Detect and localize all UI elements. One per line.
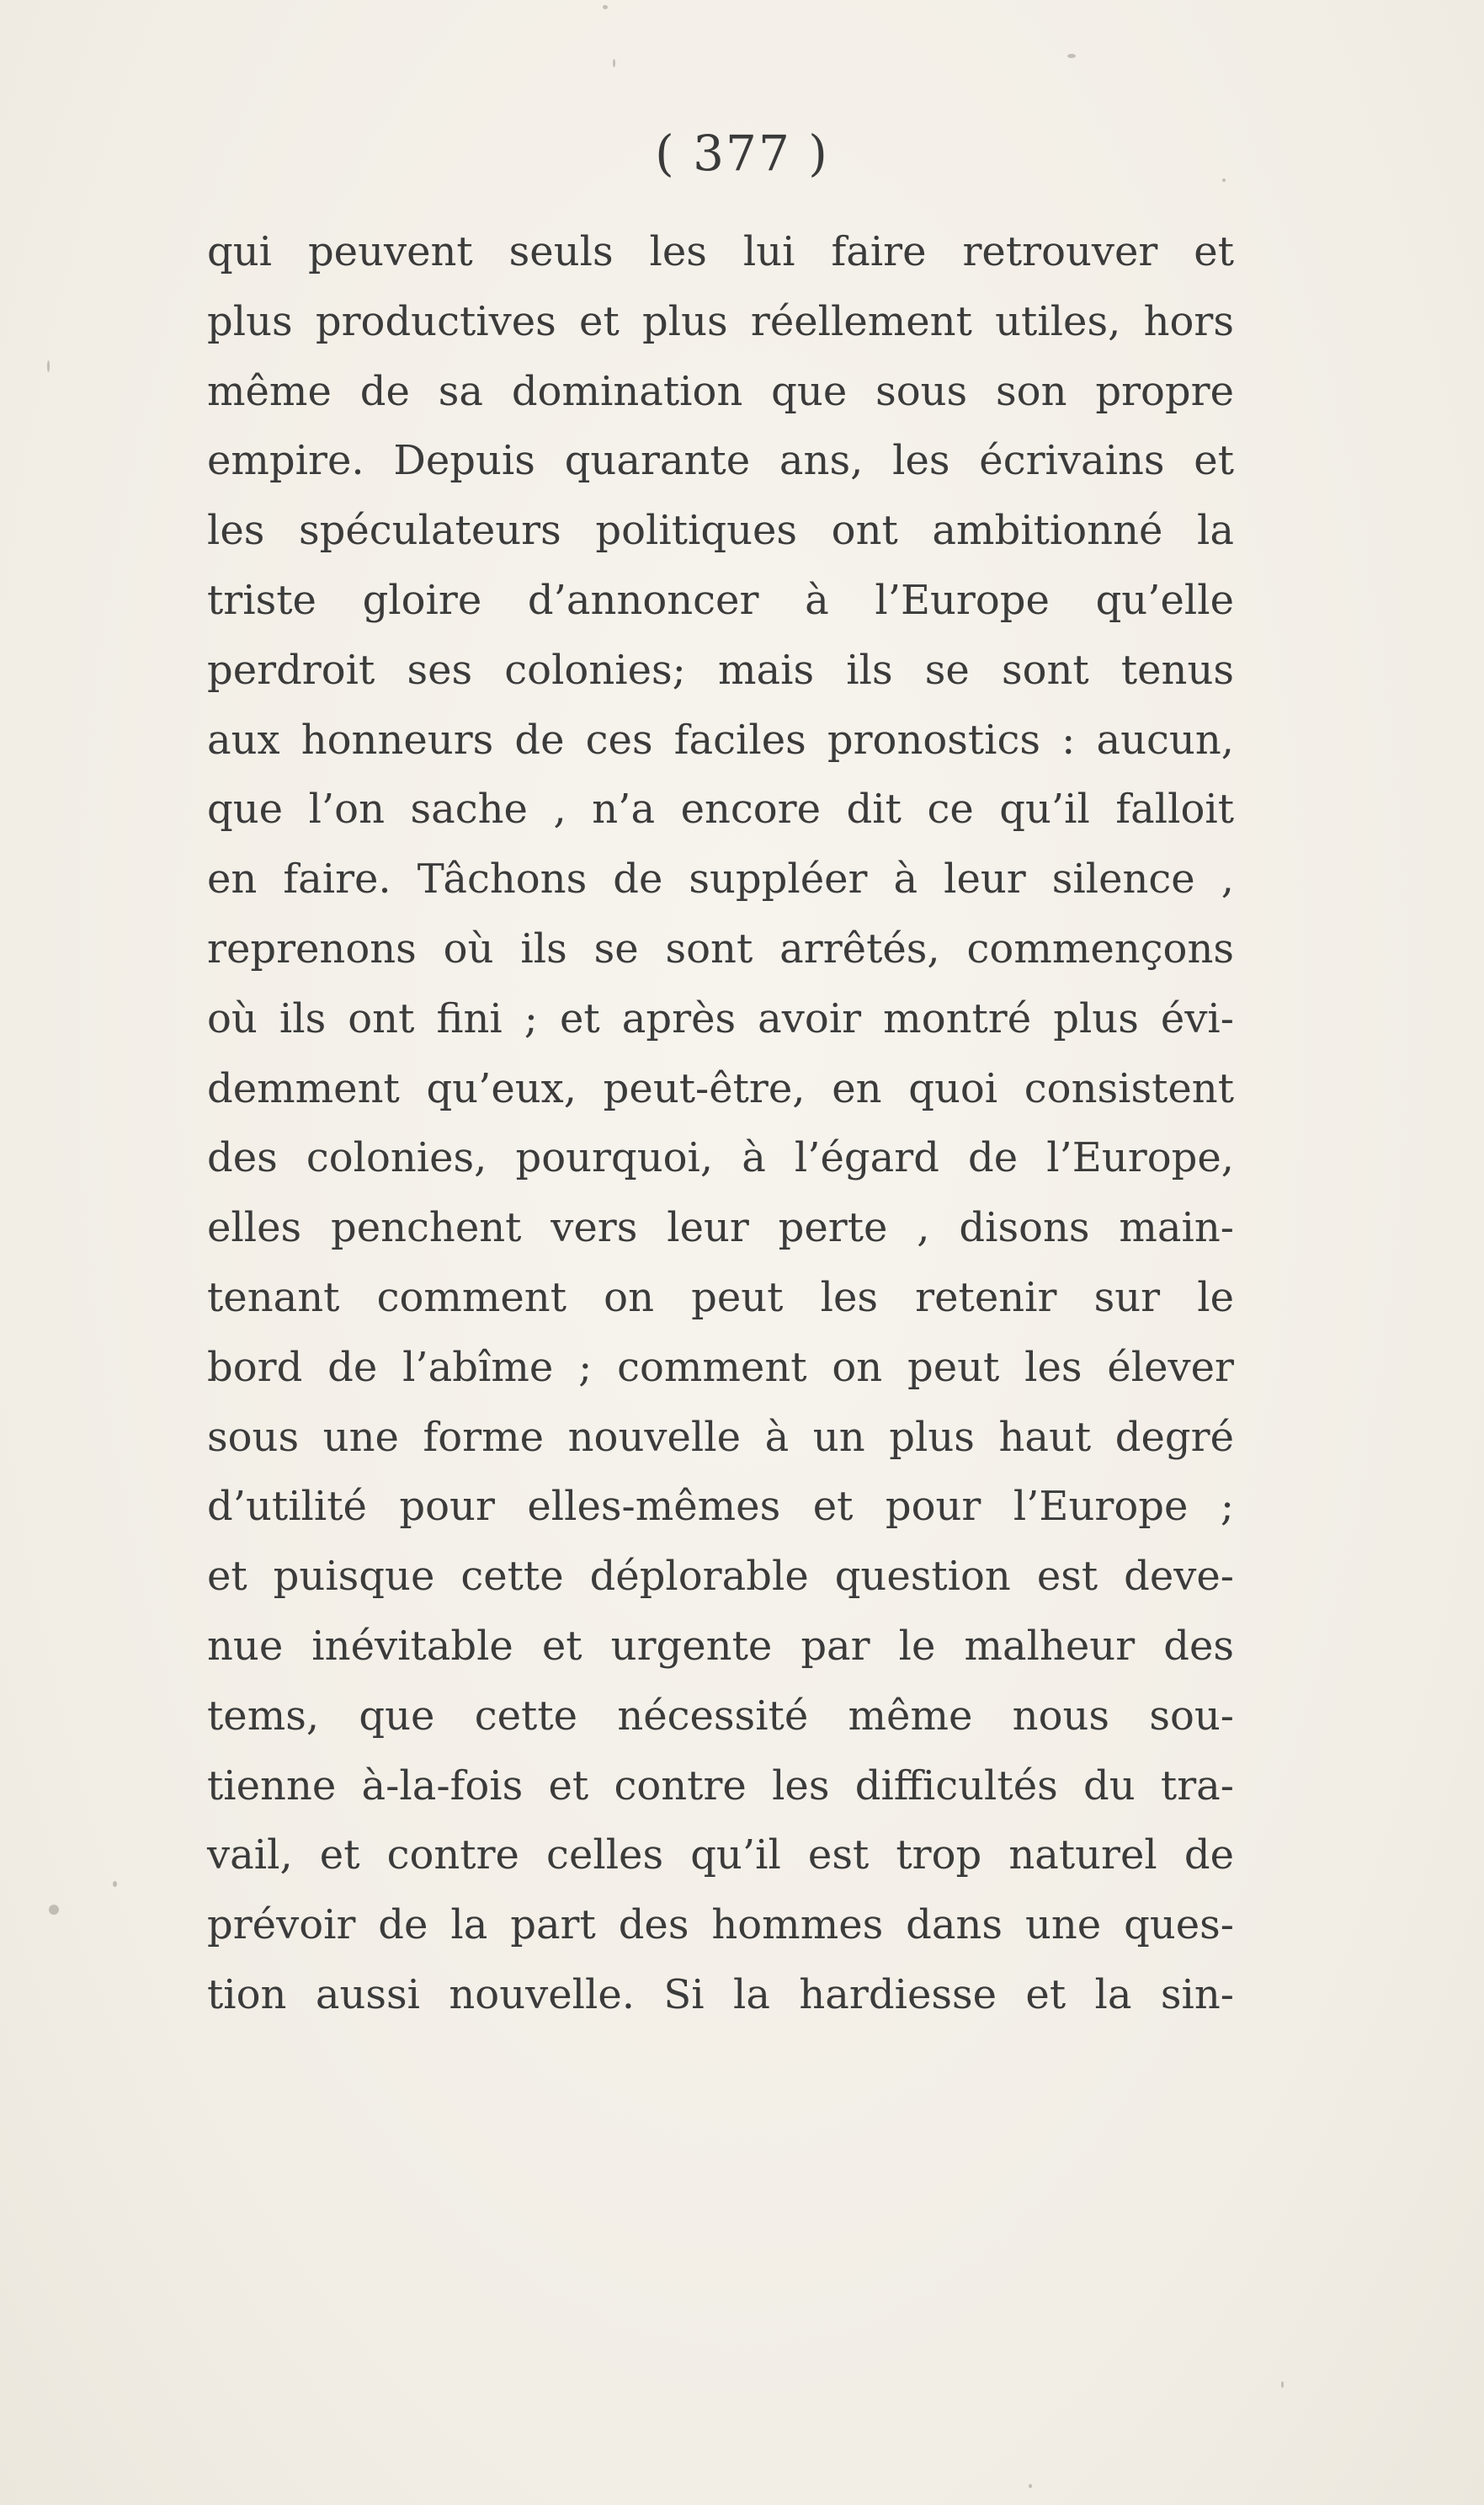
paper-speck bbox=[613, 59, 615, 67]
text-line: perdroit ses colonies; mais ils se sont tenus bbox=[207, 646, 1234, 694]
paper-speck bbox=[1029, 2484, 1032, 2488]
text-line: nue inévitable et urgente par le malheur des bbox=[207, 1622, 1234, 1670]
text-line: sous une forme nouvelle à un plus haut degré bbox=[207, 1413, 1234, 1461]
text-line: même de sa domination que sous son propre bbox=[207, 367, 1234, 415]
text-line: reprenons où ils se sont arrêtés, commençons bbox=[207, 925, 1234, 973]
paper-speck bbox=[1067, 54, 1076, 58]
text-line: et puisque cette déplorable question est deve- bbox=[207, 1553, 1234, 1601]
text-line: tems, que cette nécessité même nous sou- bbox=[207, 1692, 1234, 1740]
paper-speck bbox=[49, 1905, 59, 1915]
page-number: ( 377 ) bbox=[655, 125, 829, 182]
text-line: prévoir de la part des hommes dans une ques- bbox=[207, 1901, 1234, 1949]
body-text bbox=[207, 217, 1234, 2030]
text-line: demment qu’eux, peut-être, en quoi consistent bbox=[207, 1064, 1234, 1112]
text-line: tion aussi nouvelle. Si la hardiesse et la sin- bbox=[207, 1970, 1234, 2018]
text-line: tienne à-la-fois et contre les difficultés du tra- bbox=[207, 1761, 1234, 1809]
text-line: des colonies, pourquoi, à l’égard de l’Europe, bbox=[207, 1134, 1234, 1182]
text-line: les spéculateurs politiques ont ambitionné la bbox=[207, 507, 1234, 555]
text-line: bord de l’abîme ; comment on peut les élever bbox=[207, 1343, 1234, 1391]
paper-speck bbox=[603, 5, 608, 9]
paper-speck bbox=[113, 1881, 117, 1887]
text-line: elles penchent vers leur perte , disons main- bbox=[207, 1204, 1234, 1252]
text-line: empire. Depuis quarante ans, les écrivains et bbox=[207, 437, 1234, 485]
text-line: vail, et contre celles qu’il est trop naturel de bbox=[207, 1831, 1234, 1879]
text-line: aux honneurs de ces faciles pronostics : aucun, bbox=[207, 716, 1234, 764]
text-line: tenant comment on peut les retenir sur le bbox=[207, 1273, 1234, 1321]
paper-speck bbox=[1222, 179, 1226, 182]
paper-speck bbox=[47, 360, 50, 372]
text-line: plus productives et plus réellement utiles, hors bbox=[207, 297, 1234, 345]
text-line: où ils ont fini ; et après avoir montré plus évi- bbox=[207, 994, 1234, 1042]
text-line: que l’on sache , n’a encore dit ce qu’il falloit bbox=[207, 786, 1234, 834]
text-line: qui peuvent seuls les lui faire retrouver et bbox=[207, 228, 1234, 275]
text-line: d’utilité pour elles-mêmes et pour l’Europe ; bbox=[207, 1483, 1234, 1531]
text-line: triste gloire d’annoncer à l’Europe qu’elle bbox=[207, 576, 1234, 624]
text-line: en faire. Tâchons de suppléer à leur silence , bbox=[207, 855, 1234, 903]
paper-speck bbox=[1281, 2381, 1284, 2388]
